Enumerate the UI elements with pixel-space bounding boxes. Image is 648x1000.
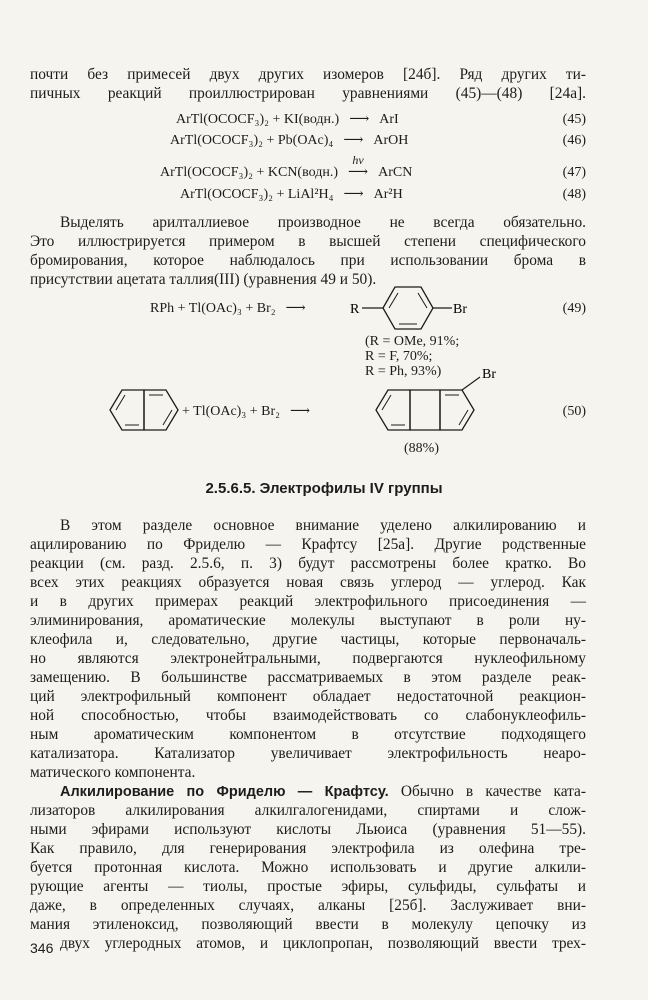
para4-line-4: Как правило, для генерирования электрофила из олефина тре- xyxy=(30,840,586,857)
para4-line-9: двух углеродных атомов, и циклопропан, позволяющий ввести трех- xyxy=(60,935,586,952)
para4-line-8: мания этиленоксид, позволяющий ввести в молекулу цепочку из xyxy=(30,916,586,933)
eq47-arrow-label: hν xyxy=(352,153,364,167)
eq45-right: ArI xyxy=(379,112,399,127)
para4-bold-lead: Алкилирование по Фриделю — Крафтсу. xyxy=(60,784,389,800)
para3-line-6: элиминирования, ароматические молекулы выступают в роли ну- xyxy=(30,612,586,629)
para3-line-5: и в других примерах реакций электрофильного присоединения — xyxy=(30,593,586,610)
para4-line-5: буется протонная кислота. Можно использовать и другие алкили- xyxy=(30,859,586,876)
eq49-condition-3: R = Ph, 93%) xyxy=(365,364,442,379)
eq46-right: ArOH xyxy=(373,133,409,148)
para3-line-1: В этом разделе основное внимание уделено алкилированию и xyxy=(60,517,586,534)
para3-line-12: ным ароматическим компонентом в отсутствие подходящего xyxy=(30,726,586,743)
para4-line-3: ными эфирами используют кислоты Льюиса (уравнения 51—55). xyxy=(30,821,586,838)
arrow-icon: ⟶ xyxy=(343,133,364,148)
para3-line-7: клеофила и, следовательно, другие частицы, которые первоначаль- xyxy=(30,631,586,648)
intro-line-2: пичных реакций проиллюстрирован уравнениями (45)—(48) [24а]. xyxy=(30,85,586,102)
arrow-icon: ⟶ xyxy=(285,301,306,316)
eq49-number: (49) xyxy=(562,301,586,316)
para2-line-3: бромирования, которое наблюдалось при использовании брома в xyxy=(30,252,586,269)
page-number: 346 xyxy=(30,940,54,956)
para3-line-11: ной способностью, чтобы взаимодействовать со слабонуклеофиль- xyxy=(30,707,586,724)
eq50-number: (50) xyxy=(562,404,586,419)
para3-line-3: реакции (см. разд. 2.5.6, п. 3) будут рассмотрены более кратко. Во xyxy=(30,555,586,572)
para2-line-4: присутствии ацетата таллия(III) (уравнения 49 и 50). xyxy=(30,271,377,288)
eq49-condition-2: R = F, 70%; xyxy=(365,349,433,364)
eq49-r-label: R xyxy=(350,302,360,317)
para3-line-9: замещению. В большинстве рассматриваемых в этом разделе реак- xyxy=(30,669,586,686)
para4-line-1 xyxy=(60,782,586,802)
para3-line-10: ций электрофильный компонент обладает недостаточной реакцион- xyxy=(30,688,586,705)
para2-line-2: Это иллюстрируется примером в высшей степени специфического xyxy=(30,233,586,250)
para4-first-rest: Обычно в качестве ката- xyxy=(388,783,586,800)
para3-line-14: матического компонента. xyxy=(30,764,196,781)
eq48-left: ArTl(OCOCF₃)₂ + LiAl²H₄ xyxy=(180,187,334,202)
eq49-reagents: RPh + Tl(OAc)₃ + Br₂ xyxy=(150,301,276,316)
para3-line-4: всех этих реакциях образуется новая связь углерод — углерод. Как xyxy=(30,574,586,591)
para2-line-1: Выделять арилталлиевое производное не всегда обязательно. xyxy=(60,214,586,231)
eq46-number: (46) xyxy=(562,133,586,148)
arrow-icon: hν ⟶ xyxy=(348,153,369,180)
eq49-condition-1: (R = OMe, 91%; xyxy=(365,334,460,349)
para4-line-2: лизаторов алкилирования алкилгалогенидами, спиртами и слож- xyxy=(30,802,586,819)
eq48-number: (48) xyxy=(562,187,586,202)
section-heading: 2.5.6.5. Электрофилы IV группы xyxy=(205,480,443,497)
eq48-right: Ar²H xyxy=(373,187,403,202)
eq49-br-label: Br xyxy=(453,302,467,317)
eq45-left: ArTl(OCOCF₃)₂ + KI(водн.) xyxy=(176,112,340,127)
para4-line-7: даже, в определенных случаях, алканы [25б]. Заслуживает вни- xyxy=(30,897,586,914)
eq45-number: (45) xyxy=(562,112,586,127)
eq50-br-label: Br xyxy=(482,367,496,382)
eq50-reagents: + Tl(OAc)₃ + Br₂ xyxy=(182,404,280,419)
para4-line-6: рующие агенты — тиолы, простые эфиры, сульфиды, сульфаты и xyxy=(30,878,586,895)
eq46-left: ArTl(OCOCF₃)₂ + Pb(OAc)₄ xyxy=(170,133,334,148)
para3-line-13: катализатора. Катализатор увеличивает электрофильность неаро- xyxy=(30,745,586,762)
eq50-yield: (88%) xyxy=(404,441,439,456)
para3-line-8: но являются электронейтральными, подвергаются нуклеофильному xyxy=(30,650,586,667)
para3-line-2: ацилированию по Фриделю — Крафтсу [25а]. Другие родственные xyxy=(30,536,586,553)
eq47-left: ArTl(OCOCF₃)₂ + KCN(водн.) xyxy=(160,165,338,180)
eq47-number: (47) xyxy=(562,165,586,180)
intro-line-1: почти без примесей двух других изомеров [24б]. Ряд других ти- xyxy=(30,66,586,83)
eq47-right: ArCN xyxy=(378,165,413,180)
arrow-icon: ⟶ xyxy=(349,112,370,127)
arrow-icon: ⟶ xyxy=(343,187,364,202)
arrow-icon: ⟶ xyxy=(290,404,311,419)
